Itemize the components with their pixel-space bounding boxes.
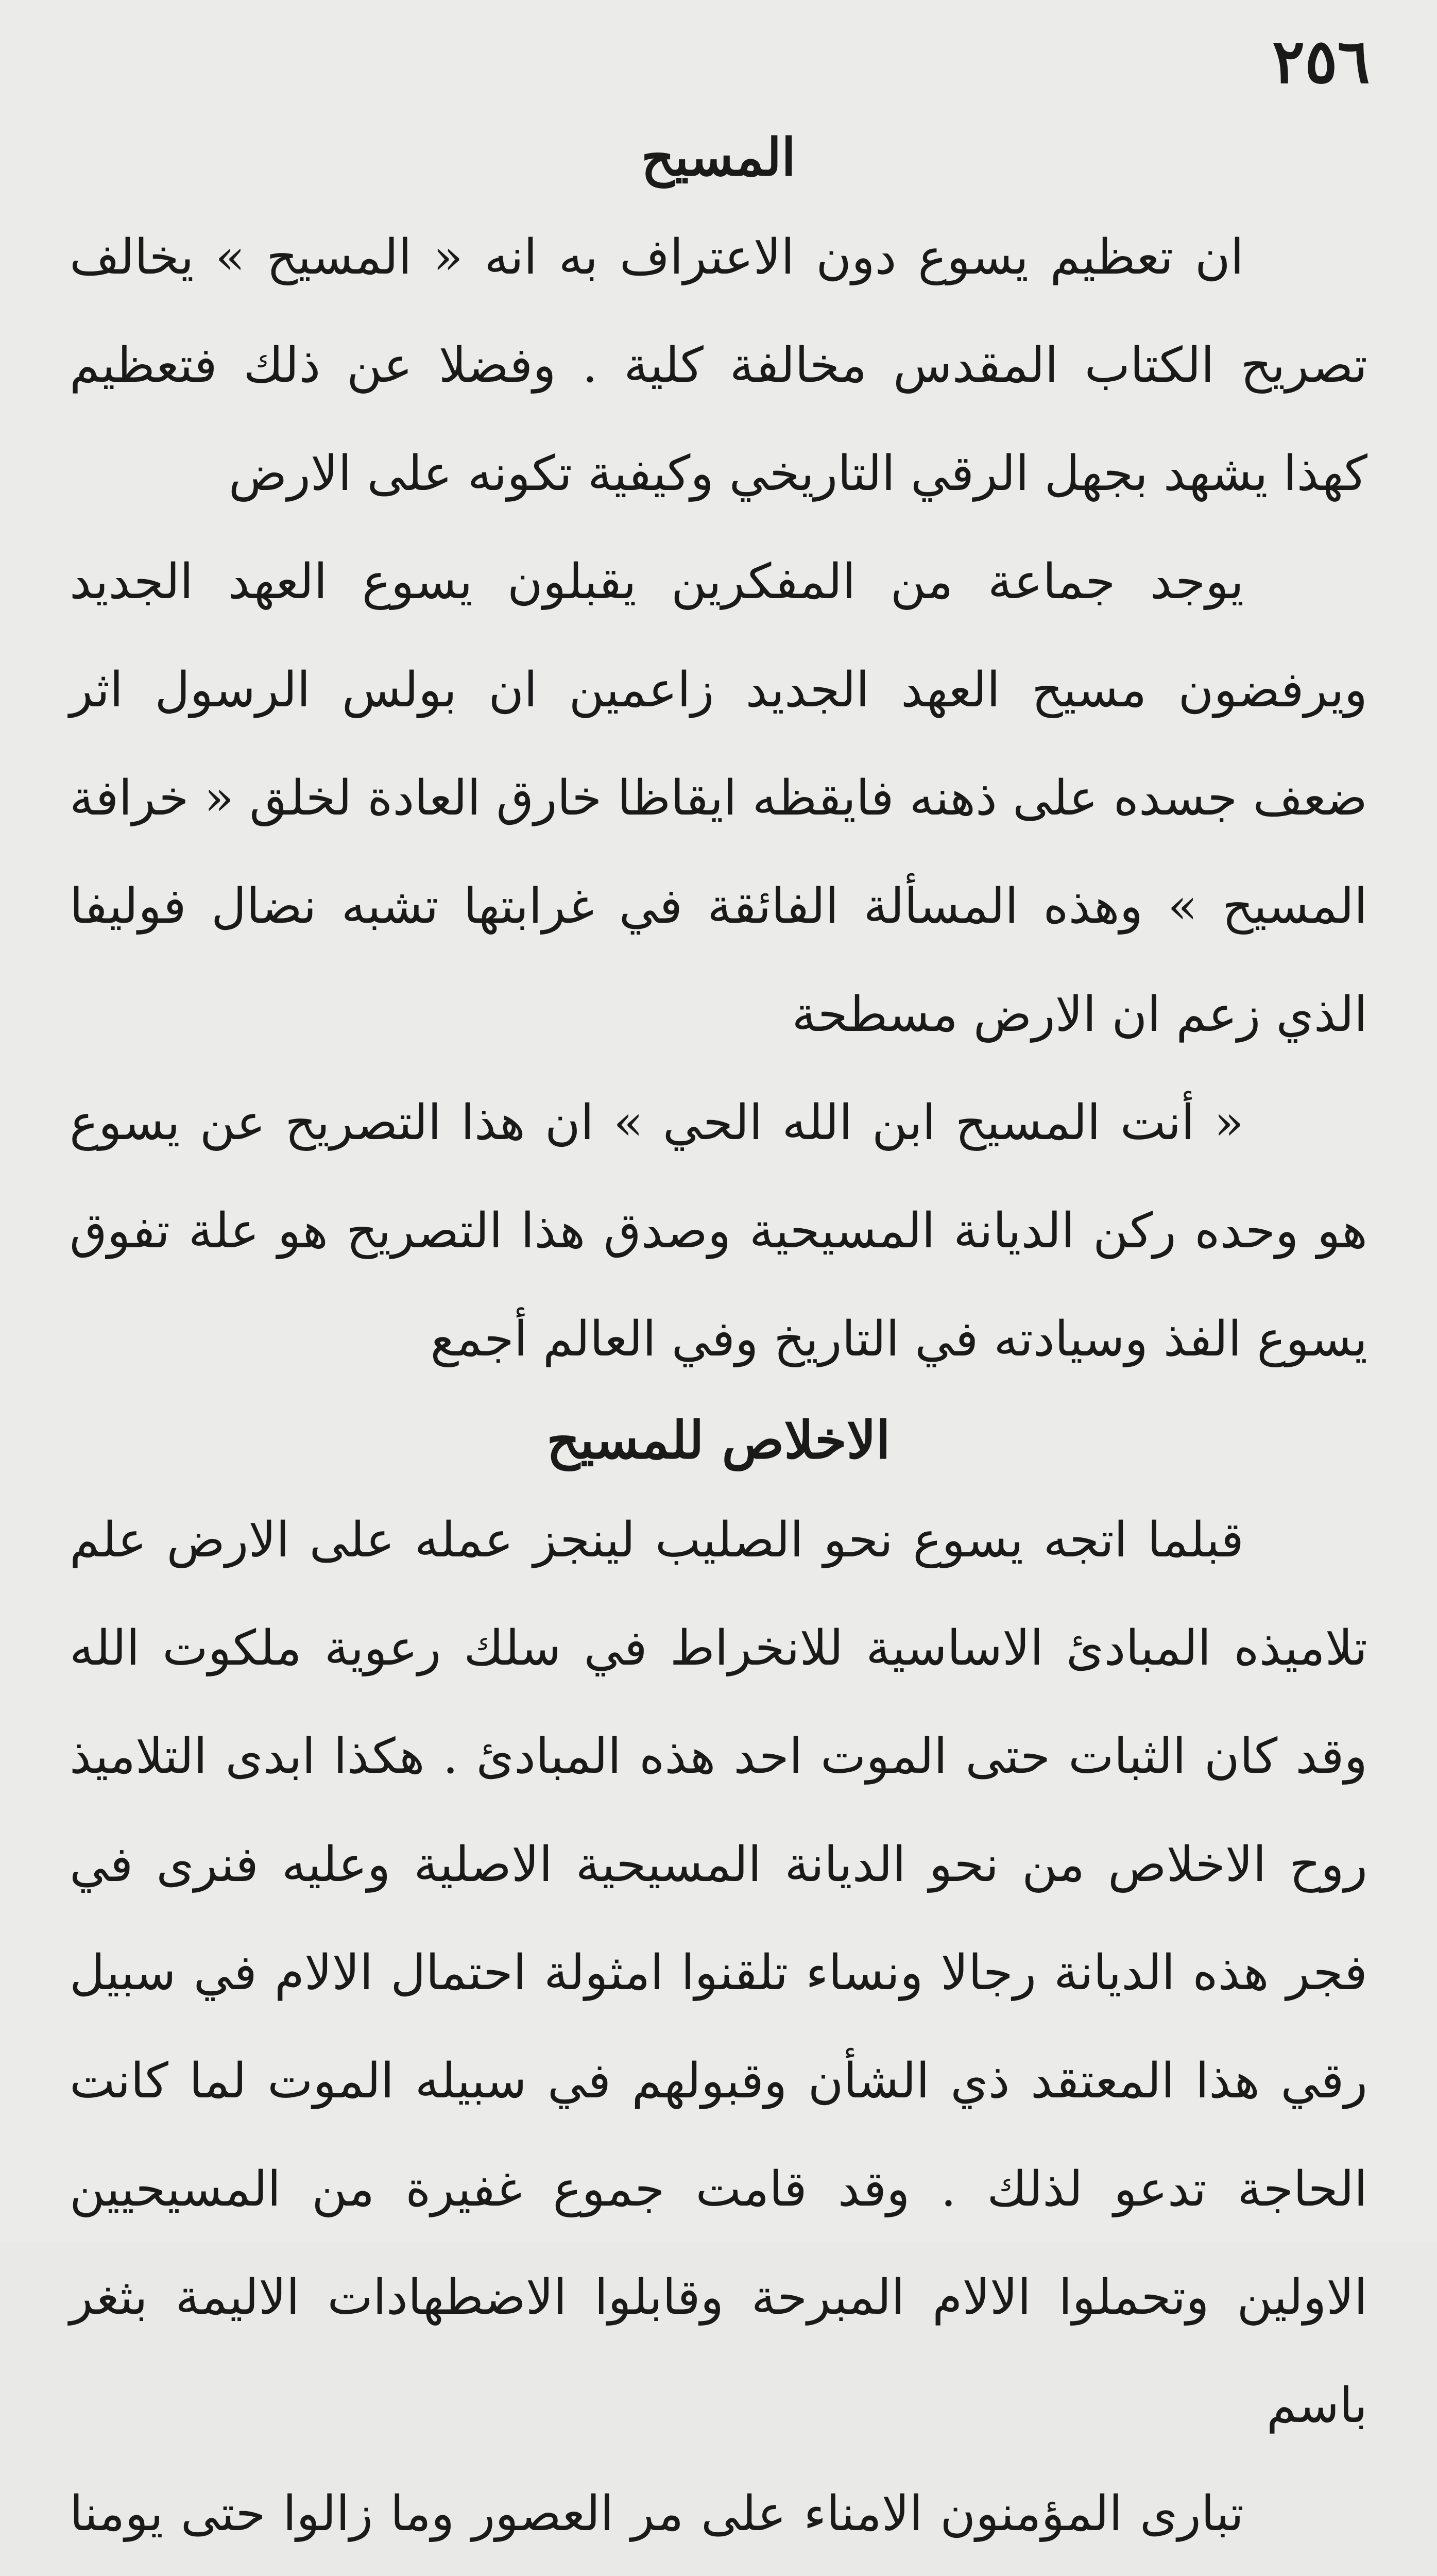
paragraph: « أنت المسيح ابن الله الحي » ان هذا التصريح عن يسوع هو وحده ركن الديانة المسيحية وصدق هذا التصريح هو علة تفوق يسوع الفذ وسيادته في التاريخ وفي العالم أجمع <box>70 1095 1367 1367</box>
paragraph: قبلما اتجه يسوع نحو الصليب لينجز عمله على الارض علم تلاميذه المبادئ الاساسية للانخراط في سلك رعوية ملكوت الله وقد كان الثبات حتى الموت احد هذه المبادئ . هكذا ابدى التلاميذ روح الاخلاص من نحو الديانة المسيحية الاصلية وعليه فنرى في فجر هذه الديانة رجالا ونساء تلقنوا امثولة احتمال الالام في سبيل رقي هذا المعتقد ذي الشأن وقبولهم في سبيله الموت لما كانت الحاجة تدعو لذلك . وقد قامت جموع غفيرة من المسيحيين الاولين وتحملوا الالام المبرحة وقابلوا الاضطهادات الاليمة بثغر باسم <box>70 1512 1367 2434</box>
paragraph: يوجد جماعة من المفكرين يقبلون يسوع العهد الجديد ويرفضون مسيح العهد الجديد زاعمين ان بولس الرسول اثر ضعف جسده على ذهنه فايقظه ايقاظا خارق العادة لخلق « خرافة المسيح » وهذه المسألة الفائقة في غرابتها تشبه نضال فوليفا الذي زعم ان الارض مسطحة <box>70 554 1367 1043</box>
section-heading-messiah: المسيح <box>641 127 796 188</box>
paragraph: تبارى المؤمنون الامناء على مر العصور وما زالوا حتى يومنا <box>70 2486 1244 2542</box>
section-heading-devotion: الاخلاص للمسيح <box>546 1410 891 1470</box>
page-content <box>70 111 1367 2576</box>
page-number: ٢٥٦ <box>1272 25 1370 97</box>
paragraph: ان تعظيم يسوع دون الاعتراف به انه « المسيح » يخالف تصريح الكتاب المقدس مخالفة كلية . وفضلا عن ذلك فتعظيم كهذا يشهد بجهل الرقي التاريخي وكيفية تكونه على الارض <box>70 229 1367 502</box>
